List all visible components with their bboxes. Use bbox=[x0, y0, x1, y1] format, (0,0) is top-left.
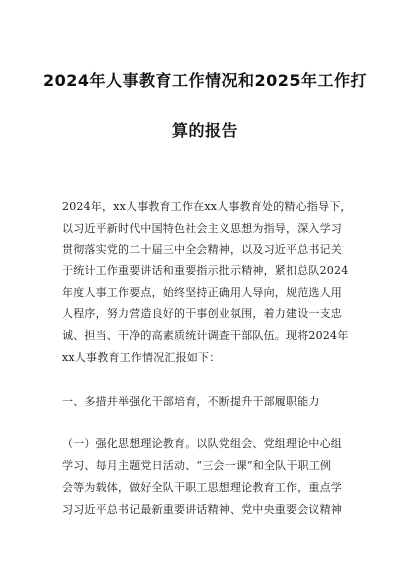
document-title-line-1: 2024年人事教育工作情况和2025年工作打 bbox=[42, 71, 368, 90]
document-title-line-2: 算的报告 bbox=[171, 121, 238, 140]
subsection-paragraph-line: （一）强化思想理论教育。以队党组会、党组理论中心组 bbox=[62, 437, 342, 450]
intro-paragraph-line: 于统计工作重要讲话和重要指示批示精神，紧扣总队2024 bbox=[62, 264, 349, 277]
section-heading: 一、多措并举强化干部培育，不断提升干部履职能力 bbox=[62, 395, 320, 408]
intro-paragraph-line: 人程序，努力营造良好的干事创业氛围，着力建设一支忠 bbox=[62, 307, 342, 320]
subsection-paragraph-line: 会等为载体，做好全队干职工思想理论教育工作，重点学 bbox=[62, 481, 342, 494]
intro-paragraph-line: 2024年，xx人事教育工作在xx人事教育处的精心指导下， bbox=[62, 200, 352, 213]
intro-paragraph-line: 诚、担当、干净的高素质统计调查干部队伍。现将2024年 bbox=[62, 329, 349, 342]
intro-paragraph-line: 以习近平新时代中国特色社会主义思想为指导，深入学习 bbox=[62, 222, 342, 235]
intro-paragraph-line: 年度人事工作要点，始终坚持正确用人导向，规范选人用 bbox=[62, 286, 342, 299]
subsection-paragraph-line: 习习近平总书记最新重要讲话精神、党中央重要会议精神 bbox=[62, 503, 342, 516]
intro-paragraph-line: 贯彻落实党的二十届三中全会精神，以及习近平总书记关 bbox=[62, 243, 342, 256]
subsection-paragraph-line: 学习、每月主题党日活动、“三会一课”和全队干职工例 bbox=[62, 459, 332, 472]
intro-paragraph-line: xx人事教育工作情况汇报如下： bbox=[62, 351, 221, 364]
